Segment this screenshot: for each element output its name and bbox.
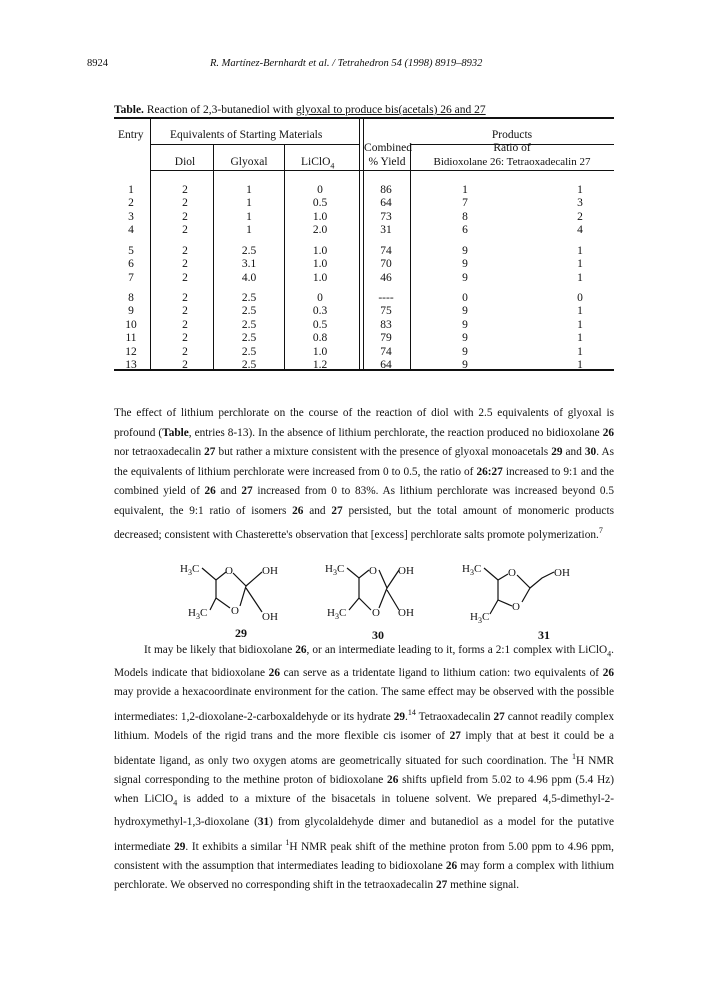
table-cell-bidioxolane: 1 — [462, 184, 468, 196]
table-cell-bidioxolane: 9 — [462, 305, 468, 318]
table-cell-diol: 2 — [182, 197, 188, 210]
table-cell-diol: 2 — [182, 184, 188, 196]
table-cell-diol: 2 — [182, 258, 188, 271]
header-ratio-columns: Bidioxolane 26: Tetraoxadecalin 27 — [433, 156, 591, 168]
table-cell-tetraoxadecalin: 4 — [577, 224, 583, 237]
header-underline-main — [150, 170, 614, 171]
table-cell-entry: 13 — [125, 359, 137, 371]
table-cell-liclo4: 1.0 — [312, 345, 328, 358]
header-equivalents: Equivalents of Starting Materials — [170, 129, 323, 141]
table-cell-entry: 4 — [128, 224, 134, 237]
table-cell-liclo4: 0.3 — [312, 305, 328, 318]
table-cell-glyoxal: 2.5 — [241, 318, 257, 331]
table-cell-yield: 64 — [380, 197, 392, 210]
table-cell-bidioxolane: 6 — [462, 224, 468, 237]
table-cell-diol: 2 — [182, 345, 188, 358]
table-cell-tetraoxadecalin: 1 — [577, 332, 583, 345]
table-cell-yield: 83 — [380, 318, 392, 331]
table-cell-yield: 86 — [380, 184, 392, 196]
table-cell-liclo4: 0.5 — [312, 197, 328, 210]
table-cell-tetraoxadecalin: 3 — [577, 197, 583, 210]
svg-text:OH: OH — [398, 607, 414, 619]
table-cell-diol: 2 — [182, 359, 188, 371]
table-cell-glyoxal: 3.1 — [241, 258, 257, 271]
table-cell-glyoxal: 2.5 — [241, 359, 257, 371]
paragraph-1 — [114, 404, 614, 545]
yield-vline — [410, 144, 411, 369]
table-cell-glyoxal: 2.5 — [241, 345, 257, 358]
entry-vline — [150, 118, 151, 369]
table-cell-bidioxolane: 9 — [462, 258, 468, 271]
table-cell-bidioxolane: 9 — [462, 271, 468, 284]
table-cell-yield: 70 — [380, 258, 392, 271]
table-cell-tetraoxadecalin: 1 — [577, 359, 583, 371]
table-cell-bidioxolane: 8 — [462, 210, 468, 223]
table-cell-liclo4: 0.8 — [312, 332, 328, 345]
table-cell-bidioxolane: 9 — [462, 318, 468, 331]
table-cell-liclo4: 1.0 — [312, 245, 328, 257]
table-cell-glyoxal: 2.5 — [241, 292, 257, 304]
table-cell-entry: 3 — [128, 210, 134, 223]
header-combined: Combined — [364, 142, 412, 154]
header-underline-equiv — [150, 144, 359, 145]
structure-label-30: 30 — [372, 628, 384, 642]
table-cell-entry: 2 — [128, 197, 134, 210]
svg-text:O: O — [508, 567, 516, 579]
table-cell-glyoxal: 2.5 — [241, 305, 257, 318]
table-cell-diol: 2 — [182, 318, 188, 331]
table-cell-entry: 11 — [125, 332, 137, 345]
header-ratio-of: Ratio of — [493, 142, 531, 154]
table-cell-glyoxal: 1 — [246, 224, 252, 237]
table-cell-yield: 73 — [380, 210, 392, 223]
structure-label-29: 29 — [235, 626, 247, 640]
table-cell-liclo4: 0.5 — [312, 318, 328, 331]
table-cell-entry: 5 — [128, 245, 134, 257]
table-cell-liclo4: 0 — [317, 184, 323, 196]
table-cell-diol: 2 — [182, 224, 188, 237]
table-top-rule — [114, 117, 614, 119]
table-cell-bidioxolane: 0 — [462, 292, 468, 304]
table-cell-entry: 7 — [128, 271, 134, 284]
table-cell-yield: ---- — [378, 292, 394, 304]
svg-text:H3C: $H_3C$ — [325, 563, 345, 577]
table-label: Table. — [114, 104, 144, 116]
paragraph-2-text: It may be likely that bidioxolane 26, or an intermediate leading to it, forms a 2:1 complex with LiClO$_4$. Models indicate that bidioxolane 26 can serve as a tridentate ligand to lithium cation: two equivalents of 26 may provide a hexacoordinate environment for the cation. The same effect may be observed with the possible intermediates: 1,2-dioxolane-2-carboxaldehyde or its hydrate 29.14 Tetraoxadecalin 27 cannot readily complex lithium. Models of the rigid trans and the more flexible cis isomer of 27 imply that at best it could be a bidentate ligand, as only two oxygen atoms are geometrically situated for such coordination. The $^1$H NMR signal corresponding to the methine proton of bidioxolane 26 shifts upfield from 5.02 to 4.96 ppm (5.4 Hz) when LiClO$_4$ is added to a mixture of the bisacetals in toluene solvent. We prepared 4,5-dimethyl-2-hydroxymethyl-1,3-dioxolane (31) from glycolaldehyde dimer and butanediol as a model for the putative intermediate 29. It exhibits a similar $^1$H NMR peak shift of the methine proton from 5.00 ppm to 4.96 ppm, consistent with the assumption that intermediates leading to bidioxolane 26 may form a complex with lithium perchlorate. We observed no corresponding shift in the tetraoxadecalin 27 methine signal. — [114, 644, 615, 892]
header-glyoxal: Glyoxal — [230, 156, 268, 168]
table-cell-yield: 74 — [380, 245, 392, 257]
table-cell-entry: 1 — [128, 184, 134, 196]
table-cell-tetraoxadecalin: 1 — [577, 345, 583, 358]
table-cell-glyoxal: 4.0 — [241, 271, 257, 284]
svg-text:H3C: $H_3C$ — [180, 563, 200, 577]
structure-31 — [462, 560, 612, 630]
table-cell-glyoxal: 1 — [246, 184, 252, 196]
table-cell-bidioxolane: 7 — [462, 197, 468, 210]
table-cell-yield: 79 — [380, 332, 392, 345]
table-cell-yield: 31 — [380, 224, 392, 237]
paragraph-1-text: The effect of lithium perchlorate on the course of the reaction of diol with 2.5 equivalents of glyoxal is profound (Table, entries 8-13). In the absence of lithium perchlorate, the reaction produced no bidioxolane 26 nor tetraoxadecalin 27 but rather a mixture consistent with the presence of glyoxal monoacetals 29 and 30. As the equivalents of lithium perchlorate were increased from 0 to 0.5, the ratio of 26:27 increased to 9:1 and the combined yield of 26 and 27 increased from 0 to 83%. As lithium perchlorate was increased beyond 0.5 equivalent, the 9:1 ratio of isomers 26 and 27 persisted, but the total amount of monomeric products decreased; consistent with Chasterette's observation that [excess] perchlorate salts promote polymerization.$^7$ — [114, 407, 614, 541]
table-cell-bidioxolane: 9 — [462, 245, 468, 257]
table-cell-entry: 10 — [125, 318, 137, 331]
table-cell-liclo4: 1.0 — [312, 271, 328, 284]
table-cell-diol: 2 — [182, 271, 188, 284]
svg-text:OH: OH — [398, 565, 414, 577]
table-cell-yield: 46 — [380, 271, 392, 284]
table-cell-entry: 6 — [128, 258, 134, 271]
table-cell-tetraoxadecalin: 1 — [577, 318, 583, 331]
table-cell-bidioxolane: 9 — [462, 345, 468, 358]
table-cell-glyoxal: 2.5 — [241, 245, 257, 257]
table-cell-diol: 2 — [182, 210, 188, 223]
structure-label-31: 31 — [538, 628, 550, 642]
table-cell-tetraoxadecalin: 1 — [577, 245, 583, 257]
table-cell-glyoxal: 2.5 — [241, 332, 257, 345]
svg-text:OH: OH — [554, 567, 570, 579]
table-cell-entry: 8 — [128, 292, 134, 304]
svg-text:O: O — [231, 605, 239, 617]
double-vline-a — [359, 118, 360, 369]
svg-text:H3C: $H_3C$ — [327, 607, 347, 621]
header-diol: Diol — [174, 156, 196, 168]
table-cell-diol: 2 — [182, 292, 188, 304]
paragraph-2 — [114, 641, 614, 896]
table-title-text: Reaction of 2,3-butanediol with — [146, 104, 296, 116]
structure-30 — [325, 560, 475, 630]
table-cell-diol: 2 — [182, 305, 188, 318]
table-cell-tetraoxadecalin: 2 — [577, 210, 583, 223]
glyoxal-vline — [284, 144, 285, 369]
table-cell-entry: 12 — [125, 345, 137, 358]
svg-text:H3C: $H_3C$ — [188, 607, 208, 621]
table-cell-liclo4: 1.2 — [312, 359, 328, 371]
table-cell-liclo4: 1.0 — [312, 258, 328, 271]
svg-text:H3C: $H_3C$ — [470, 611, 490, 625]
table-cell-tetraoxadecalin: 1 — [577, 184, 583, 196]
table-title-underlined: glyoxal to produce bis(acetals) 26 and 27 — [295, 104, 486, 116]
diol-vline — [213, 144, 214, 369]
table-cell-glyoxal: 1 — [246, 197, 252, 210]
header-yield: % Yield — [368, 156, 406, 168]
header-liclo4: LiClO$_4$ — [301, 156, 335, 171]
table-cell-liclo4: 2.0 — [312, 224, 328, 237]
table-cell-diol: 2 — [182, 332, 188, 345]
table-cell-glyoxal: 1 — [246, 210, 252, 223]
table-cell-yield: 75 — [380, 305, 392, 318]
table-cell-diol: 2 — [182, 245, 188, 257]
svg-text:OH: OH — [262, 611, 278, 623]
header-entry: Entry — [118, 129, 144, 141]
table-cell-yield: 74 — [380, 345, 392, 358]
table-cell-tetraoxadecalin: 1 — [577, 305, 583, 318]
page-number: 8924 — [87, 58, 108, 69]
table-title — [114, 104, 486, 116]
svg-text:O: O — [372, 607, 380, 619]
svg-text:OH: OH — [262, 565, 278, 577]
table-cell-liclo4: 1.0 — [312, 210, 328, 223]
table-cell-entry: 9 — [128, 305, 134, 318]
table-cell-tetraoxadecalin: 1 — [577, 271, 583, 284]
table-cell-tetraoxadecalin: 0 — [577, 292, 583, 304]
table-cell-bidioxolane: 9 — [462, 359, 468, 371]
table-cell-yield: 64 — [380, 359, 392, 371]
svg-text:H3C: $H_3C$ — [462, 563, 482, 577]
table-cell-liclo4: 0 — [317, 292, 323, 304]
svg-text:O: O — [369, 565, 377, 577]
header-products: Products — [491, 129, 533, 141]
svg-text:O: O — [225, 565, 233, 577]
running-citation: R. Martínez-Bernhardt et al. / Tetrahedron 54 (1998) 8919–8932 — [210, 58, 483, 69]
table-cell-bidioxolane: 9 — [462, 332, 468, 345]
table-cell-tetraoxadecalin: 1 — [577, 258, 583, 271]
svg-text:O: O — [512, 601, 520, 613]
